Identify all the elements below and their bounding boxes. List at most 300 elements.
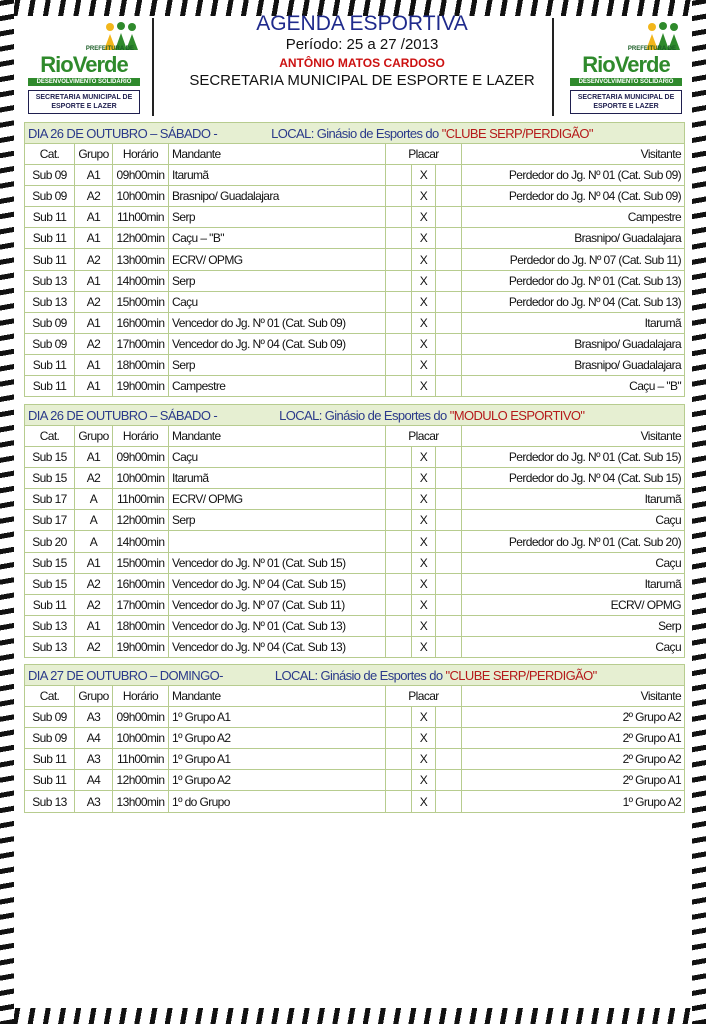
cell-score-away xyxy=(436,728,462,749)
table-row xyxy=(25,468,685,489)
cell-score-home xyxy=(386,531,412,552)
cell-horario: 10h00min xyxy=(113,186,169,207)
logo-prefeitura: PREFEITURA DE xyxy=(85,46,134,52)
cell-horario: 10h00min xyxy=(113,728,169,749)
cell-score-home xyxy=(386,165,412,186)
cell-visitante: Serp xyxy=(462,615,685,636)
table-row xyxy=(25,447,685,468)
cell-score-home xyxy=(386,333,412,354)
cell-cat: Sub 15 xyxy=(25,468,75,489)
schedule-table-2 xyxy=(24,404,685,658)
cell-score-away xyxy=(436,186,462,207)
column-header-grupo: Grupo xyxy=(75,426,113,447)
column-header-horario: Horário xyxy=(113,426,169,447)
periodo-text: Período: 25 a 27 /2013 xyxy=(285,36,439,53)
cell-visitante: Caçu xyxy=(462,510,685,531)
cell-grupo: A1 xyxy=(75,312,113,333)
cell-score-home xyxy=(386,186,412,207)
cell-grupo: A2 xyxy=(75,573,113,594)
cell-score-away xyxy=(436,312,462,333)
cell-horario: 19h00min xyxy=(113,376,169,397)
cell-horario: 11h00min xyxy=(113,489,169,510)
cell-cat: Sub 11 xyxy=(25,228,75,249)
cell-horario: 17h00min xyxy=(113,333,169,354)
cell-score-home xyxy=(386,707,412,728)
cell-mandante: Vencedor do Jg. Nº 04 (Cat. Sub 13) xyxy=(169,636,386,657)
cell-score-away xyxy=(436,636,462,657)
cell-grupo: A1 xyxy=(75,165,113,186)
cell-horario: 11h00min xyxy=(113,749,169,770)
cell-mandante: 1º do Grupo xyxy=(169,791,386,812)
cell-grupo: A xyxy=(75,531,113,552)
cell-cat: Sub 13 xyxy=(25,291,75,312)
cell-grupo: A1 xyxy=(75,552,113,573)
cell-grupo: A1 xyxy=(75,376,113,397)
cell-score-away xyxy=(436,207,462,228)
cell-score-home xyxy=(386,791,412,812)
schedule-table-1 xyxy=(24,122,685,397)
logo-prefeitura: PREFEITURA DE xyxy=(627,46,676,52)
column-header-placar: Placar xyxy=(386,686,462,707)
cell-versus: X xyxy=(412,573,436,594)
cell-grupo: A3 xyxy=(75,749,113,770)
cell-visitante: Perdedor do Jg. Nº 01 (Cat. Sub 20) xyxy=(462,531,685,552)
cell-mandante: Vencedor do Jg. Nº 01 (Cat. Sub 09) xyxy=(169,312,386,333)
cell-horario: 13h00min xyxy=(113,249,169,270)
cell-grupo: A1 xyxy=(75,615,113,636)
cell-cat: Sub 20 xyxy=(25,531,75,552)
cell-horario: 12h00min xyxy=(113,770,169,791)
column-header-row xyxy=(25,144,685,165)
cell-grupo: A1 xyxy=(75,270,113,291)
cell-grupo: A2 xyxy=(75,186,113,207)
cell-visitante: 2º Grupo A1 xyxy=(462,770,685,791)
column-header-grupo: Grupo xyxy=(75,144,113,165)
section-header xyxy=(25,665,685,686)
logo-secretaria xyxy=(570,90,682,114)
logo-brand-rio: Rio xyxy=(40,52,73,77)
logo-secretaria-line2: ESPORTE E LAZER xyxy=(51,103,117,110)
cell-horario: 09h00min xyxy=(113,447,169,468)
cell-score-away xyxy=(436,333,462,354)
table-row xyxy=(25,510,685,531)
cell-grupo: A2 xyxy=(75,249,113,270)
table-row xyxy=(25,594,685,615)
cell-score-away xyxy=(436,791,462,812)
table-row xyxy=(25,165,685,186)
cell-cat: Sub 13 xyxy=(25,615,75,636)
cell-visitante: Perdedor do Jg. Nº 04 (Cat. Sub 13) xyxy=(462,291,685,312)
page-title: AGENDA ESPORTIVA xyxy=(256,12,468,35)
cell-score-away xyxy=(436,270,462,291)
cell-visitante: Itarumã xyxy=(462,312,685,333)
cell-versus: X xyxy=(412,552,436,573)
cell-grupo: A4 xyxy=(75,770,113,791)
column-header-row xyxy=(25,426,685,447)
cell-versus: X xyxy=(412,594,436,615)
cell-mandante: 1º Grupo A1 xyxy=(169,707,386,728)
column-header-cat: Cat. xyxy=(25,426,75,447)
cell-mandante: 1º Grupo A2 xyxy=(169,770,386,791)
section-local-label: LOCAL: Ginásio de Esportes do xyxy=(274,667,443,683)
cell-horario: 10h00min xyxy=(113,468,169,489)
cell-versus: X xyxy=(412,249,436,270)
table-row xyxy=(25,489,685,510)
cell-versus: X xyxy=(412,270,436,291)
cell-visitante: Perdedor do Jg. Nº 04 (Cat. Sub 15) xyxy=(462,468,685,489)
cell-mandante: Caçu xyxy=(169,447,386,468)
column-header-visitante: Visitante xyxy=(462,686,685,707)
rio-verde-logo-left xyxy=(18,18,150,118)
cell-horario: 16h00min xyxy=(113,573,169,594)
table-row xyxy=(25,249,685,270)
cell-versus: X xyxy=(412,354,436,375)
cell-horario: 09h00min xyxy=(113,165,169,186)
table-row xyxy=(25,228,685,249)
cell-score-away xyxy=(436,165,462,186)
cell-cat: Sub 09 xyxy=(25,312,75,333)
cell-versus: X xyxy=(412,791,436,812)
logo-secretaria-line2: ESPORTE E LAZER xyxy=(593,103,659,110)
table-row xyxy=(25,312,685,333)
cell-score-home xyxy=(386,770,412,791)
cell-mandante: Vencedor do Jg. Nº 01 (Cat. Sub 15) xyxy=(169,552,386,573)
cell-visitante: Caçu – "B" xyxy=(462,376,685,397)
cell-score-home xyxy=(386,468,412,489)
cell-cat: Sub 17 xyxy=(25,489,75,510)
section-local-label: LOCAL: Ginásio de Esportes do xyxy=(271,125,439,141)
cell-grupo: A1 xyxy=(75,207,113,228)
cell-horario: 12h00min xyxy=(113,228,169,249)
cell-visitante: Brasnipo/ Guadalajara xyxy=(462,333,685,354)
cell-score-away xyxy=(436,489,462,510)
header-divider-left xyxy=(152,18,154,116)
table-row xyxy=(25,728,685,749)
cell-versus: X xyxy=(412,770,436,791)
cell-mandante: ECRV/ OPMG xyxy=(169,249,386,270)
cell-mandante xyxy=(169,531,386,552)
cell-visitante: Caçu xyxy=(462,636,685,657)
cell-cat: Sub 15 xyxy=(25,552,75,573)
schedule-table-3 xyxy=(24,664,685,813)
cell-score-home xyxy=(386,376,412,397)
cell-grupo: A1 xyxy=(75,354,113,375)
column-header-visitante: Visitante xyxy=(462,426,685,447)
cell-versus: X xyxy=(412,228,436,249)
cell-visitante: Brasnipo/ Guadalajara xyxy=(462,354,685,375)
cell-cat: Sub 15 xyxy=(25,447,75,468)
cell-grupo: A2 xyxy=(75,636,113,657)
page-header xyxy=(14,12,692,118)
cell-horario: 18h00min xyxy=(113,354,169,375)
cell-versus: X xyxy=(412,376,436,397)
cell-score-home xyxy=(386,728,412,749)
cell-mandante: ECRV/ OPMG xyxy=(169,489,386,510)
cell-horario: 14h00min xyxy=(113,270,169,291)
cell-visitante: Perdedor do Jg. Nº 04 (Cat. Sub 09) xyxy=(462,186,685,207)
cell-grupo: A3 xyxy=(75,707,113,728)
cell-mandante: Serp xyxy=(169,270,386,291)
cell-grupo: A3 xyxy=(75,791,113,812)
cell-cat: Sub 15 xyxy=(25,573,75,594)
table-row xyxy=(25,333,685,354)
cell-score-away xyxy=(436,447,462,468)
cell-visitante: 2º Grupo A1 xyxy=(462,728,685,749)
cell-cat: Sub 09 xyxy=(25,333,75,354)
cell-versus: X xyxy=(412,207,436,228)
cell-score-home xyxy=(386,249,412,270)
table-row xyxy=(25,531,685,552)
cell-versus: X xyxy=(412,333,436,354)
cell-visitante: Itarumã xyxy=(462,489,685,510)
table-row xyxy=(25,354,685,375)
cell-horario: 09h00min xyxy=(113,707,169,728)
cell-visitante: 1º Grupo A2 xyxy=(462,791,685,812)
decorative-border-right xyxy=(692,0,706,1024)
table-row xyxy=(25,270,685,291)
cell-visitante: Perdedor do Jg. Nº 01 (Cat. Sub 09) xyxy=(462,165,685,186)
table-row xyxy=(25,636,685,657)
cell-cat: Sub 13 xyxy=(25,636,75,657)
cell-versus: X xyxy=(412,728,436,749)
cell-mandante: Itarumã xyxy=(169,165,386,186)
cell-visitante: 2º Grupo A2 xyxy=(462,707,685,728)
cell-visitante: Itarumã xyxy=(462,573,685,594)
table-row xyxy=(25,791,685,812)
section-local-label: LOCAL: Ginásio de Esportes do xyxy=(279,407,447,423)
cell-score-away xyxy=(436,531,462,552)
cell-versus: X xyxy=(412,531,436,552)
cell-score-home xyxy=(386,510,412,531)
table-row xyxy=(25,707,685,728)
cell-score-home xyxy=(386,594,412,615)
cell-mandante: 1º Grupo A1 xyxy=(169,749,386,770)
section-day: DIA 27 DE OUTUBRO – DOMINGO- xyxy=(28,667,223,683)
secretaria-title: SECRETARIA MUNICIPAL DE ESPORTE E LAZER xyxy=(189,72,535,89)
cell-score-home xyxy=(386,489,412,510)
section-day: DIA 26 DE OUTUBRO – SÁBADO - xyxy=(28,125,218,141)
cell-grupo: A xyxy=(75,510,113,531)
column-header-mandante: Mandante xyxy=(169,426,386,447)
cell-versus: X xyxy=(412,312,436,333)
cell-score-away xyxy=(436,376,462,397)
cell-versus: X xyxy=(412,615,436,636)
cell-score-away xyxy=(436,468,462,489)
logo-secretaria-line1: SECRETARIA MUNICIPAL DE xyxy=(35,94,133,101)
cell-score-home xyxy=(386,354,412,375)
cell-visitante: Perdedor do Jg. Nº 01 (Cat. Sub 13) xyxy=(462,270,685,291)
section-header-cell xyxy=(25,405,685,426)
cell-visitante: Perdedor do Jg. Nº 07 (Cat. Sub 11) xyxy=(462,249,685,270)
cell-versus: X xyxy=(412,636,436,657)
cell-grupo: A xyxy=(75,489,113,510)
person-name: ANTÔNIO MATOS CARDOSO xyxy=(279,56,445,70)
logo-tagline: DESENVOLVIMENTO SOLIDÁRIO xyxy=(28,78,140,86)
cell-mandante: Vencedor do Jg. Nº 04 (Cat. Sub 15) xyxy=(169,573,386,594)
section-header xyxy=(25,405,685,426)
cell-cat: Sub 17 xyxy=(25,510,75,531)
cell-versus: X xyxy=(412,510,436,531)
cell-score-away xyxy=(436,291,462,312)
cell-horario: 19h00min xyxy=(113,636,169,657)
table-row xyxy=(25,291,685,312)
cell-grupo: A1 xyxy=(75,447,113,468)
cell-visitante: ECRV/ OPMG xyxy=(462,594,685,615)
table-row xyxy=(25,207,685,228)
cell-score-away xyxy=(436,510,462,531)
column-header-cat: Cat. xyxy=(25,686,75,707)
section-local-venue: "MODULO ESPORTIVO" xyxy=(449,407,585,423)
cell-visitante: 2º Grupo A2 xyxy=(462,749,685,770)
cell-score-home xyxy=(386,312,412,333)
cell-versus: X xyxy=(412,291,436,312)
column-header-visitante: Visitante xyxy=(462,144,685,165)
cell-mandante: Vencedor do Jg. Nº 01 (Cat. Sub 13) xyxy=(169,615,386,636)
cell-versus: X xyxy=(412,186,436,207)
cell-cat: Sub 13 xyxy=(25,270,75,291)
cell-horario: 15h00min xyxy=(113,552,169,573)
cell-mandante: Vencedor do Jg. Nº 04 (Cat. Sub 09) xyxy=(169,333,386,354)
cell-versus: X xyxy=(412,447,436,468)
column-header-horario: Horário xyxy=(113,144,169,165)
cell-cat: Sub 11 xyxy=(25,376,75,397)
rio-verde-logo-right xyxy=(560,18,692,118)
column-header-mandante: Mandante xyxy=(169,686,386,707)
cell-score-home xyxy=(386,615,412,636)
decorative-border-left xyxy=(0,0,14,1024)
cell-score-away xyxy=(436,770,462,791)
table-row xyxy=(25,376,685,397)
column-header-row xyxy=(25,686,685,707)
cell-score-away xyxy=(436,228,462,249)
section-header-cell xyxy=(25,665,685,686)
cell-score-away xyxy=(436,615,462,636)
table-row xyxy=(25,186,685,207)
table-row xyxy=(25,552,685,573)
cell-score-home xyxy=(386,552,412,573)
table-row xyxy=(25,770,685,791)
cell-mandante: Caçu xyxy=(169,291,386,312)
logo-tagline: DESENVOLVIMENTO SOLIDÁRIO xyxy=(570,78,682,86)
cell-score-away xyxy=(436,707,462,728)
cell-cat: Sub 11 xyxy=(25,207,75,228)
cell-score-home xyxy=(386,207,412,228)
cell-score-home xyxy=(386,228,412,249)
cell-score-away xyxy=(436,249,462,270)
cell-cat: Sub 11 xyxy=(25,249,75,270)
section-local-venue: "CLUBE SERP/PERDIGÃO" xyxy=(445,667,597,683)
cell-horario: 14h00min xyxy=(113,531,169,552)
table-row xyxy=(25,573,685,594)
logo-secretaria-line1: SECRETARIA MUNICIPAL DE xyxy=(577,94,675,101)
cell-cat: Sub 09 xyxy=(25,728,75,749)
cell-horario: 12h00min xyxy=(113,510,169,531)
cell-visitante: Campestre xyxy=(462,207,685,228)
cell-horario: 13h00min xyxy=(113,791,169,812)
cell-score-home xyxy=(386,636,412,657)
header-title-block xyxy=(162,12,562,89)
cell-grupo: A2 xyxy=(75,594,113,615)
cell-mandante: Itarumã xyxy=(169,468,386,489)
column-header-horario: Horário xyxy=(113,686,169,707)
column-header-placar: Placar xyxy=(386,144,462,165)
cell-score-away xyxy=(436,354,462,375)
logo-brand xyxy=(560,52,692,78)
cell-score-home xyxy=(386,270,412,291)
cell-visitante: Brasnipo/ Guadalajara xyxy=(462,228,685,249)
cell-score-home xyxy=(386,291,412,312)
cell-mandante: Brasnipo/ Guadalajara xyxy=(169,186,386,207)
cell-cat: Sub 13 xyxy=(25,791,75,812)
cell-versus: X xyxy=(412,707,436,728)
cell-mandante: Serp xyxy=(169,510,386,531)
logo-brand xyxy=(18,52,150,78)
cell-mandante: 1º Grupo A2 xyxy=(169,728,386,749)
column-header-grupo: Grupo xyxy=(75,686,113,707)
cell-visitante: Caçu xyxy=(462,552,685,573)
cell-score-away xyxy=(436,552,462,573)
column-header-cat: Cat. xyxy=(25,144,75,165)
cell-grupo: A2 xyxy=(75,468,113,489)
logo-brand-verde: Verde xyxy=(614,52,670,77)
cell-grupo: A2 xyxy=(75,291,113,312)
cell-cat: Sub 09 xyxy=(25,186,75,207)
cell-mandante: Vencedor do Jg. Nº 07 (Cat. Sub 11) xyxy=(169,594,386,615)
cell-grupo: A2 xyxy=(75,333,113,354)
section-day: DIA 26 DE OUTUBRO – SÁBADO - xyxy=(28,407,218,423)
cell-score-away xyxy=(436,573,462,594)
cell-cat: Sub 11 xyxy=(25,594,75,615)
cell-score-home xyxy=(386,573,412,594)
cell-cat: Sub 09 xyxy=(25,165,75,186)
cell-cat: Sub 11 xyxy=(25,354,75,375)
cell-versus: X xyxy=(412,165,436,186)
cell-mandante: Campestre xyxy=(169,376,386,397)
cell-mandante: Caçu – "B" xyxy=(169,228,386,249)
cell-horario: 15h00min xyxy=(113,291,169,312)
cell-horario: 17h00min xyxy=(113,594,169,615)
cell-versus: X xyxy=(412,468,436,489)
cell-cat: Sub 11 xyxy=(25,770,75,791)
cell-grupo: A1 xyxy=(75,228,113,249)
cell-visitante: Perdedor do Jg. Nº 01 (Cat. Sub 15) xyxy=(462,447,685,468)
cell-score-home xyxy=(386,447,412,468)
cell-mandante: Serp xyxy=(169,207,386,228)
cell-grupo: A4 xyxy=(75,728,113,749)
cell-versus: X xyxy=(412,489,436,510)
cell-score-away xyxy=(436,749,462,770)
cell-cat: Sub 11 xyxy=(25,749,75,770)
cell-mandante: Serp xyxy=(169,354,386,375)
column-header-placar: Placar xyxy=(386,426,462,447)
table-row xyxy=(25,615,685,636)
decorative-border-bottom xyxy=(0,1008,706,1024)
logo-brand-rio: Rio xyxy=(582,52,615,77)
cell-versus: X xyxy=(412,749,436,770)
section-header-cell xyxy=(25,123,685,144)
cell-score-home xyxy=(386,749,412,770)
header-divider-right xyxy=(552,18,554,116)
cell-horario: 18h00min xyxy=(113,615,169,636)
table-row xyxy=(25,749,685,770)
logo-brand-verde: Verde xyxy=(72,52,128,77)
logo-secretaria xyxy=(28,90,140,114)
cell-horario: 16h00min xyxy=(113,312,169,333)
section-local-venue: "CLUBE SERP/PERDIGÃO" xyxy=(441,125,593,141)
section-header xyxy=(25,123,685,144)
cell-cat: Sub 09 xyxy=(25,707,75,728)
cell-score-away xyxy=(436,594,462,615)
